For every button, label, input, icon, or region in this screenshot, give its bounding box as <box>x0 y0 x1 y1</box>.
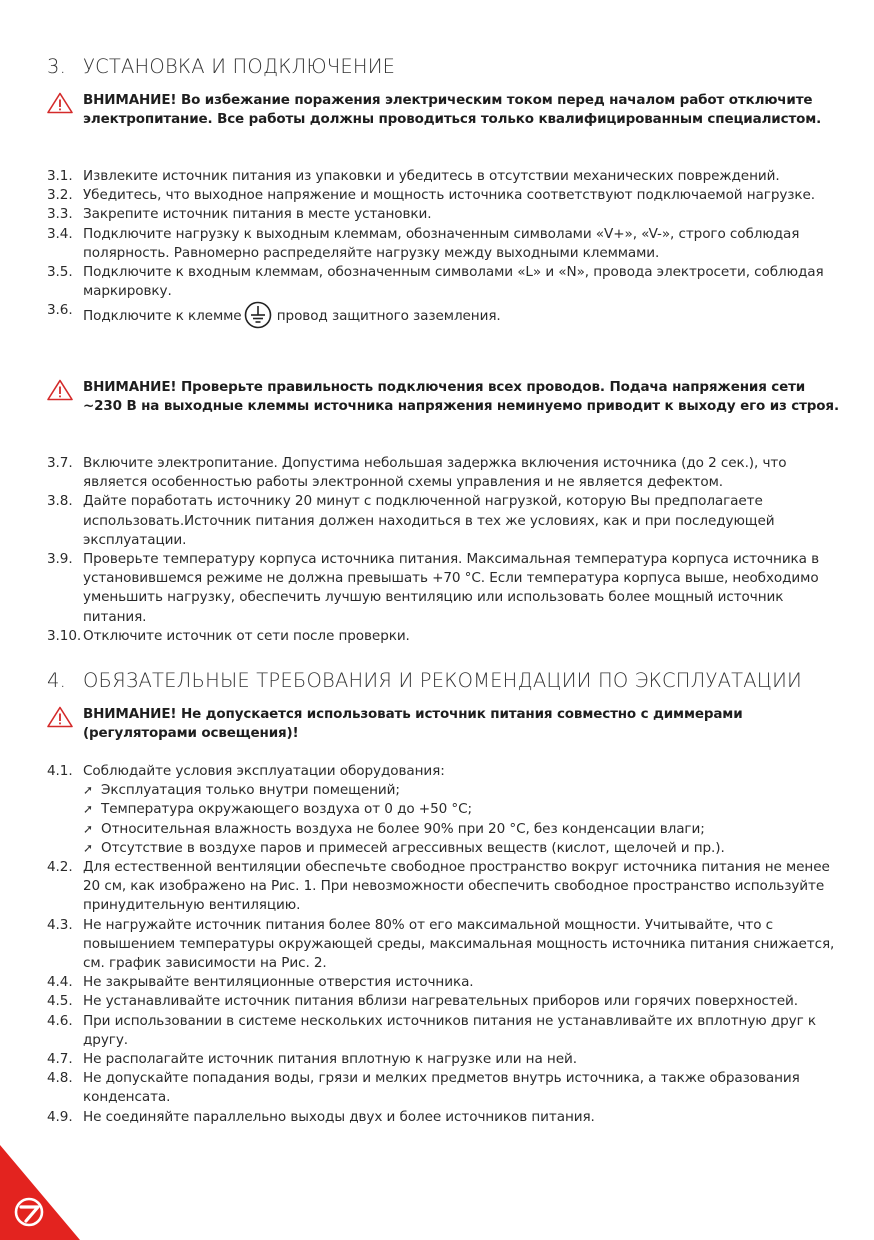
list-item <box>47 1050 847 1069</box>
item-text: Дайте поработать источнику 20 минут с подключенной нагрузкой, которую Вы предполагаете использовать.Источник питания должен находиться в тех же условиях, как и при последующей эксплуатации. <box>83 493 775 548</box>
sublist-item <box>83 800 847 819</box>
item-text: При использовании в системе нескольких источников питания не устанавливайте их вплотную друг к другу. <box>83 1012 816 1048</box>
list-item <box>47 973 847 992</box>
warning-triangle-icon <box>47 92 73 114</box>
item-number: 4.2. <box>47 859 73 876</box>
sublist-item <box>83 839 847 858</box>
ground-symbol-icon <box>243 301 273 329</box>
item-text: Закрепите источник питания в месте установки. <box>83 206 432 223</box>
list-item <box>47 263 847 301</box>
item-number: 3.5. <box>47 264 73 281</box>
list-item <box>47 858 847 916</box>
item-text: Подключите нагрузку к выходным клеммам, обозначенным символами «V+», «V-», строго соблюдая полярность. Равномерно распределяйте нагрузку между выходными клеммами. <box>83 225 800 261</box>
list-item <box>47 992 847 1011</box>
arrow-bullet-icon: ➚ <box>83 821 93 836</box>
list-item <box>47 225 847 263</box>
list-item <box>47 916 847 974</box>
item-number: 4.3. <box>47 916 73 933</box>
item-number: 4.1. <box>47 763 73 779</box>
warning-triangle-icon <box>47 379 73 401</box>
list-item <box>47 492 847 550</box>
item-text: Не закрывайте вентиляционные отверстия источника. <box>83 974 474 991</box>
item-number: 3.4. <box>47 225 73 242</box>
item-number: 3.1. <box>47 168 73 184</box>
section-4-number: 4. <box>47 669 67 692</box>
list-item <box>47 1108 847 1127</box>
item-number: 4.6. <box>47 1012 73 1029</box>
item-number: 3.10. <box>47 627 82 644</box>
item-text: Не располагайте источник питания вплотную к нагрузке или на ней. <box>83 1051 577 1068</box>
item-number: 3.3. <box>47 206 73 223</box>
section-4-title-text: ОБЯЗАТЕЛЬНЫЕ ТРЕБОВАНИЯ И РЕКОМЕНДАЦИИ ПО ЭКСПЛУАТАЦИИ <box>83 669 802 692</box>
item-text: Извлеките источник питания из упаковки и убедитесь в отсутствии механических повреждений. <box>83 168 780 184</box>
operation-requirements-list <box>47 762 847 1127</box>
item-text-after: провод защитного заземления. <box>276 308 501 325</box>
item-text: Отключите источник от сети после проверки. <box>83 627 410 644</box>
item-number: 4.8. <box>47 1070 73 1087</box>
list-item <box>47 627 847 646</box>
item-text: Не допускайте попадания воды, грязи и мелких предметов внутрь источника, а также образования конденсата. <box>83 1070 800 1106</box>
warning-wiring <box>47 378 847 416</box>
sublist-text: Отсутствие в воздухе паров и примесей агрессивных веществ (кислот, щелочей и пр.). <box>101 839 725 856</box>
brand-corner-logo <box>0 1145 80 1240</box>
section-3-title-text: УСТАНОВКА И ПОДКЛЮЧЕНИЕ <box>83 55 396 78</box>
list-item <box>47 1012 847 1050</box>
sublist-item <box>83 820 847 839</box>
item-text: Включите электропитание. Допустима небольшая задержка включения источника (до 2 сек.), что является особенностью работы электронной схемы управления и не является дефектом. <box>83 455 787 491</box>
list-item <box>47 167 847 186</box>
item-text: Не устанавливайте источник питания вблизи нагревательных приборов или горячих поверхностей. <box>83 993 798 1010</box>
item-number: 4.7. <box>47 1051 73 1068</box>
testing-steps-list <box>47 454 847 646</box>
item-number: 3.6. <box>47 302 73 319</box>
item-text: Подключите к входным клеммам, обозначенным символами «L» и «N», провода электросети, соблюдая маркировку. <box>83 264 824 300</box>
sublist-text: Эксплуатация только внутри помещений; <box>101 782 400 799</box>
sublist-text: Температура окружающего воздуха от 0 до +50 °С; <box>101 801 472 818</box>
list-item <box>47 205 847 224</box>
section-3-number: 3. <box>47 55 67 78</box>
section-3-title <box>47 55 395 78</box>
list-item <box>47 454 847 492</box>
item-text: Не нагружайте источник питания более 80% от его максимальной мощности. Учитывайте, что с повышением температуры окружающей среды, максимальная мощность источника питания снижается, см. график зависимости на Рис. 2. <box>83 916 835 972</box>
item-number: 3.2. <box>47 187 73 204</box>
warning-text: ВНИМАНИЕ! Не допускается использовать источник питания совместно с диммерами (регуляторами освещения)! <box>83 706 743 742</box>
item-text-before: Подключите к клемме <box>83 308 242 325</box>
item-number: 4.9. <box>47 1108 73 1125</box>
item-text: Убедитесь, что выходное напряжение и мощность источника соответствуют подключаемой нагрузке. <box>83 187 816 204</box>
item-number: 4.5. <box>47 993 73 1010</box>
sublist-item <box>83 781 847 800</box>
sublist-text: Относительная влажность воздуха не более 90% при 20 °С, без конденсации влаги; <box>101 820 705 837</box>
list-item <box>47 550 847 627</box>
item-number: 3.8. <box>47 493 73 510</box>
warning-text: ВНИМАНИЕ! Проверьте правильность подключения всех проводов. Подача напряжения сети ~230 В на выходные клеммы источника напряжения неминуемо приводит к выходу его из строя. <box>83 379 839 415</box>
warning-triangle-icon <box>47 706 73 728</box>
section-4-title <box>47 669 802 692</box>
list-item-ground <box>47 301 847 329</box>
warning-electric-shock <box>47 91 847 129</box>
warning-text: ВНИМАНИЕ! Во избежание поражения электрическим током перед началом работ отключите электропитание. Все работы должны проводиться только квалифицированным специалистом. <box>83 92 822 128</box>
item-text: Не соединяйте параллельно выходы двух и более источников питания. <box>83 1108 595 1125</box>
arrow-bullet-icon: ➚ <box>83 802 93 817</box>
item-text: Для естественной вентиляции обеспечьте свободное пространство вокруг источника питания не менее 20 см, как изображено на Рис. 1. При невозможности обеспечить свободное пространство используйте принудительную вентиляцию. <box>83 859 830 914</box>
conditions-sublist <box>83 781 847 858</box>
item-number: 4.4. <box>47 974 73 991</box>
list-item <box>47 186 847 205</box>
arrow-bullet-icon: ➚ <box>83 783 93 798</box>
item-text: Проверьте температуру корпуса источника питания. Максимальная температура корпуса источника в установившемся режиме не должна превышать +70 °С. Если температура корпуса выше, необходимо уменьшить нагрузку, обеспечить лучшую вентиляцию или использовать более мощный источник питания. <box>83 551 820 625</box>
warning-dimmers <box>47 705 847 743</box>
item-text: Соблюдайте условия эксплуатации оборудования: <box>83 763 445 779</box>
item-number: 3.7. <box>47 455 73 471</box>
item-number: 3.9. <box>47 551 73 568</box>
list-item <box>47 762 847 858</box>
arrow-bullet-icon: ➚ <box>83 840 93 855</box>
list-item <box>47 1069 847 1107</box>
installation-steps-list <box>47 167 847 329</box>
